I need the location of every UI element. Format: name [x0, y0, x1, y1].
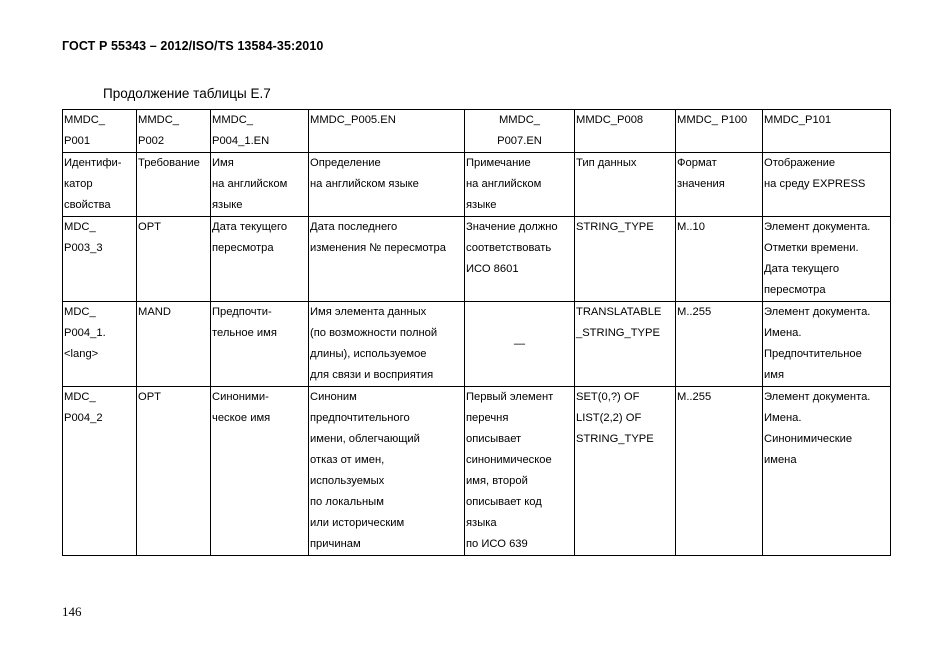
- table-cell: OPT: [137, 387, 211, 556]
- code-cell: MMDC_ P002: [137, 110, 211, 153]
- document-header: ГОСТ Р 55343 – 2012/ISO/TS 13584-35:2010: [62, 39, 324, 53]
- table-cell: Элемент документа. Отметки времени. Дата текущего пересмотра: [763, 217, 891, 302]
- table-row: [63, 217, 891, 302]
- code-cell: MMDC_P005.EN: [309, 110, 465, 153]
- table-cell: OPT: [137, 217, 211, 302]
- header-cell: Определение на английском языке: [309, 153, 465, 217]
- table-row: [63, 387, 891, 556]
- table-cell: Предпочти- тельное имя: [211, 302, 309, 387]
- table-row: [63, 302, 891, 387]
- specification-table: [62, 109, 891, 556]
- table-cell: Элемент документа. Имена. Предпочтительное имя: [763, 302, 891, 387]
- table-cell: Имя элемента данных (по возможности полной длины), используемое для связи и восприятия: [309, 302, 465, 387]
- page-number: 146: [62, 604, 82, 619]
- table-cell: Синоним предпочтительного имени, облегчающий отказ от имен, используемых по локальным или историческим причинам: [309, 387, 465, 556]
- table-cell: Первый элемент перечня описывает синонимическое имя, второй описывает код языка по ИСО 639: [465, 387, 575, 556]
- table-cell: M..255: [676, 387, 763, 556]
- table-cell: Синоними- ческое имя: [211, 387, 309, 556]
- table-cell: MDC_ P003_3: [63, 217, 137, 302]
- header-cell: Требование: [137, 153, 211, 217]
- table-cell: SET(0,?) OF LIST(2,2) OF STRING_TYPE: [575, 387, 676, 556]
- code-cell: MMDC_ P004_1.EN: [211, 110, 309, 153]
- table-cell: STRING_TYPE: [575, 217, 676, 302]
- table-cell: MDC_ P004_1. <lang>: [63, 302, 137, 387]
- header-cell: Идентифи- катор свойства: [63, 153, 137, 217]
- header-cell: Имя на английском языке: [211, 153, 309, 217]
- table-cell: Элемент документа. Имена. Синонимические имена: [763, 387, 891, 556]
- code-cell: MMDC_P008: [575, 110, 676, 153]
- table-cell: Значение должно соответствовать ИСО 8601: [465, 217, 575, 302]
- header-cell: Примечание на английском языке: [465, 153, 575, 217]
- table-cell: M..10: [676, 217, 763, 302]
- table-cell: Дата последнего изменения № пересмотра: [309, 217, 465, 302]
- table-cell: MDC_ P004_2: [63, 387, 137, 556]
- table-cell: MAND: [137, 302, 211, 387]
- table-cell: TRANSLATABLE _STRING_TYPE: [575, 302, 676, 387]
- table-caption: Продолжение таблицы Е.7: [103, 86, 271, 101]
- header-cell: Формат значения: [676, 153, 763, 217]
- code-cell: MMDC_ P007.EN: [465, 110, 575, 153]
- table-cell-dash: —: [465, 302, 575, 387]
- header-cell: Тип данных: [575, 153, 676, 217]
- code-cell: MMDC_P101: [763, 110, 891, 153]
- code-cell: MMDC_ P001: [63, 110, 137, 153]
- code-row: [63, 110, 891, 153]
- code-cell: MMDC_ P100: [676, 110, 763, 153]
- name-row: [63, 153, 891, 217]
- table-cell: M..255: [676, 302, 763, 387]
- header-cell: Отображение на среду EXPRESS: [763, 153, 891, 217]
- table-cell: Дата текущего пересмотра: [211, 217, 309, 302]
